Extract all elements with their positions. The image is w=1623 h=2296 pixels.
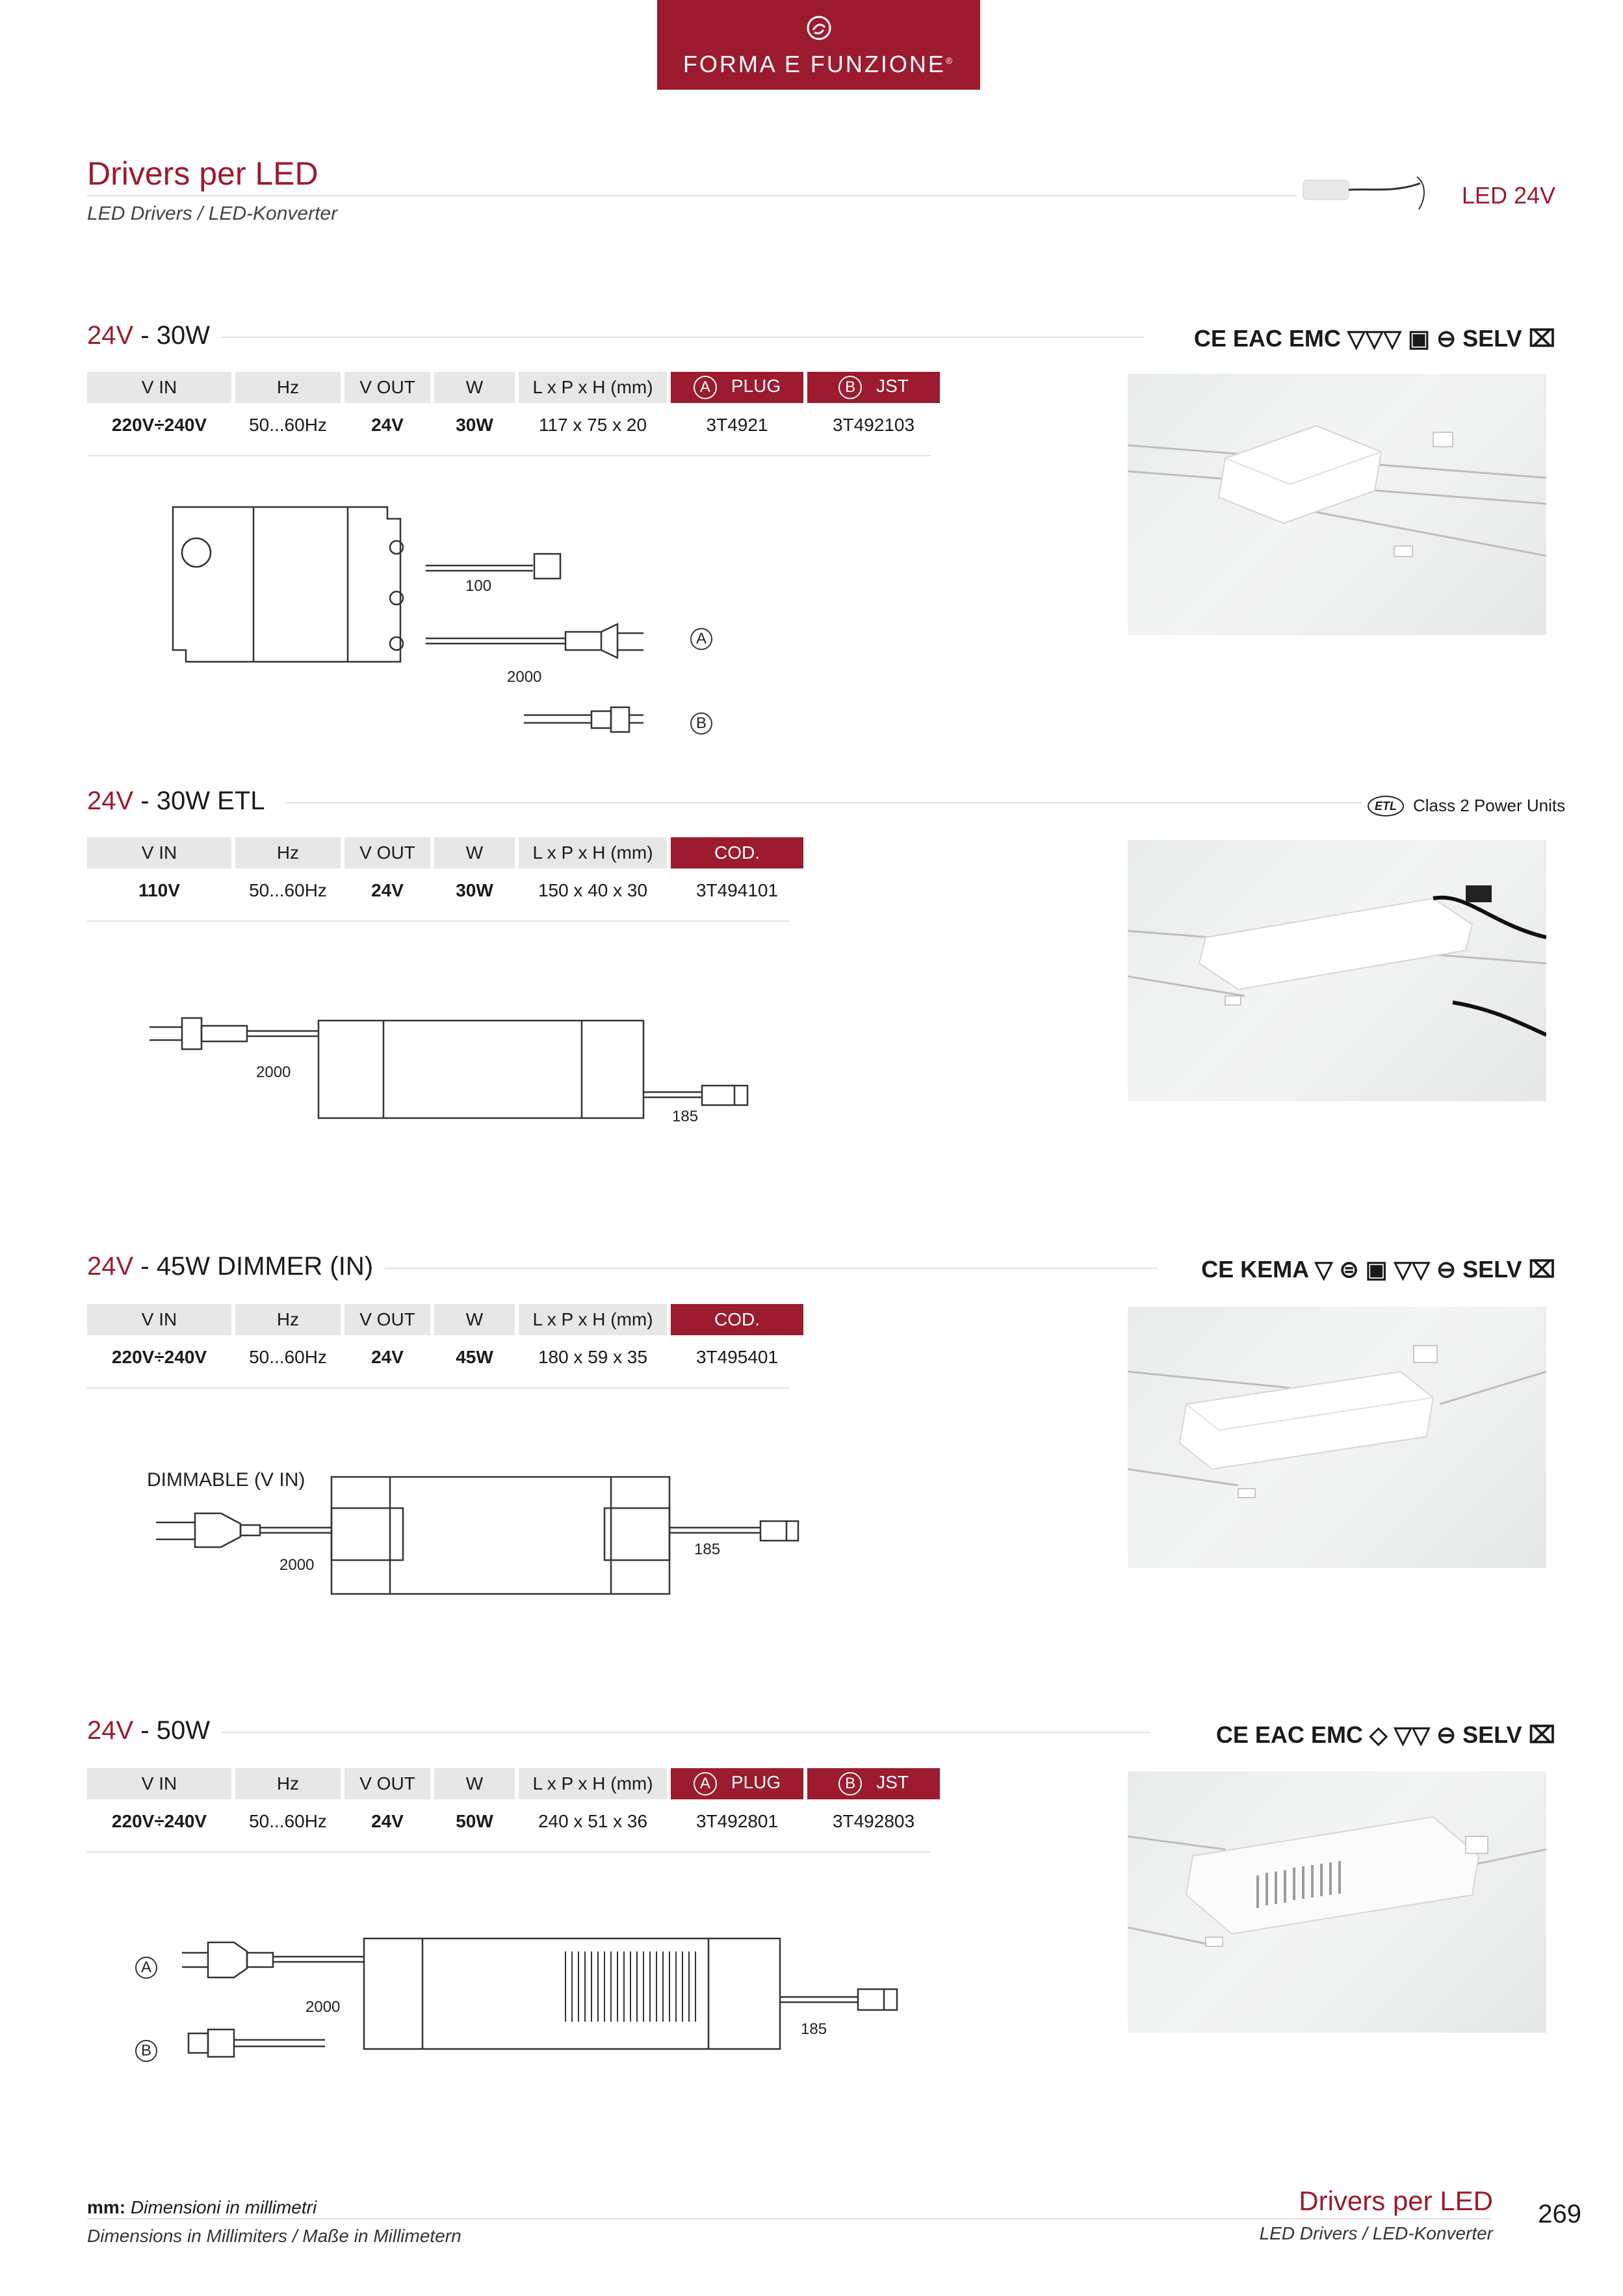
dim-label-2000: 2000 — [279, 1556, 315, 1574]
product-photo-45w — [1128, 1307, 1546, 1568]
unit-note: mm: Dimensioni in millimetri — [87, 2197, 317, 2217]
section-title-50w: 24V - 50W — [87, 1716, 210, 1745]
header-code: COD. — [671, 1304, 803, 1335]
header-plug: A PLUG — [671, 1768, 803, 1799]
footer-rule — [87, 2218, 1491, 2219]
section-rule — [385, 1268, 1157, 1269]
dim-label-2000: 2000 — [305, 1998, 341, 2016]
page-number: 269 — [1538, 2200, 1581, 2228]
header-plug: A PLUG — [671, 372, 803, 403]
table-rule — [87, 455, 931, 456]
header-dimensions: L x P x H (mm) — [519, 372, 667, 403]
header-vin: V IN — [87, 372, 231, 403]
header-jst: B JST — [807, 372, 940, 403]
table-row: 220V÷240V 50...60Hz 24V 50W 240 x 51 x 36 3T492801 3T492803 — [111, 1811, 915, 1831]
dim-label-100: 100 — [465, 577, 492, 595]
certification-marks: CE EAC EMC ◇ ▽▽ ⊖ SELV ⌧ — [1215, 1721, 1555, 1748]
header-w: W — [434, 372, 515, 403]
class2-label: Class 2 Power Units — [1413, 796, 1566, 815]
header-hz: Hz — [235, 372, 341, 403]
header-rule — [87, 195, 1296, 196]
table-rule — [87, 920, 789, 922]
unit-note-translation: Dimensions in Millimiters / Maße in Millimetern — [87, 2226, 461, 2246]
dim-label-2000: 2000 — [507, 668, 542, 686]
product-photo-30w-etl — [1128, 840, 1546, 1101]
table-rule — [87, 1387, 789, 1389]
led-strip-thumbnail — [1297, 170, 1433, 216]
table-rule — [87, 1851, 931, 1853]
dimmable-label: DIMMABLE (V IN) — [147, 1469, 305, 1491]
section-rule — [221, 337, 1144, 338]
product-photo-30w — [1128, 374, 1546, 635]
dim-label-2000: 2000 — [256, 1063, 291, 1081]
table-row: 220V÷240V 50...60Hz 24V 45W 180 x 59 x 35 3T495401 — [111, 1347, 779, 1367]
callout-b: B — [135, 2040, 157, 2062]
technical-drawing-30w — [162, 494, 747, 754]
spec-table-30w-etl: V IN Hz V OUT W L x P x H (mm) COD. 110V 50...60Hz 24V 30W 150 x 40 x 30 3T494101 — [83, 837, 807, 913]
header-code: COD. — [671, 837, 803, 868]
header-jst: B JST — [807, 1768, 940, 1799]
section-title-30w-etl: 24V - 30W ETL — [87, 787, 265, 815]
page-title: Drivers per LED — [87, 155, 318, 192]
section-rule — [221, 1732, 1150, 1733]
etl-mark-icon: ETL — [1368, 796, 1404, 816]
technical-drawing-50w — [175, 1924, 916, 2087]
technical-drawing-30w-etl — [143, 1001, 793, 1157]
product-photo-50w — [1128, 1771, 1546, 2033]
technical-drawing-45w — [143, 1463, 819, 1606]
dim-label-185: 185 — [801, 2020, 827, 2038]
header-vout: V OUT — [344, 372, 430, 403]
callout-b: B — [690, 712, 712, 735]
spec-table-45w: V IN Hz V OUT W L x P x H (mm) COD. 220V÷240V 50...60Hz 24V 45W 180 x 59 x 35 3T495401 — [83, 1304, 807, 1379]
section-title-45w-dimmer: 24V - 45W DIMMER (IN) — [87, 1252, 374, 1281]
callout-a: A — [135, 1957, 157, 1979]
brand-logo — [657, 0, 980, 90]
section-title-30w: 24V - 30W — [87, 321, 210, 350]
spec-table-30w — [83, 372, 944, 447]
certification-marks: CE KEMA ▽ ⊜ ▣ ▽▽ ⊖ SELV ⌧ — [1201, 1256, 1555, 1283]
category-label: LED 24V — [1461, 182, 1555, 209]
page-subtitle: LED Drivers / LED-Konverter — [87, 203, 338, 224]
table-row: 110V 50...60Hz 24V 30W 150 x 40 x 30 3T494101 — [138, 880, 779, 900]
brand-swirl-icon — [805, 14, 833, 42]
certification-marks: CE EAC EMC ▽▽▽ ▣ ⊖ SELV ⌧ — [1193, 325, 1555, 352]
brand-name: FORMA E FUNZIONE® — [682, 51, 955, 77]
dim-label-185: 185 — [694, 1541, 721, 1558]
footer-title: Drivers per LED — [1299, 2185, 1493, 2216]
spec-table-50w: V IN Hz V OUT W L x P x H (mm) A PLUG B JST 220V÷240V 50...60Hz 24V 50W 240 x 51 x 36 3T492801 3T492803 — [83, 1768, 944, 1844]
callout-a: A — [690, 628, 712, 650]
footer-subtitle: LED Drivers / LED-Konverter — [1259, 2223, 1493, 2243]
table-row: 220V÷240V 50...60Hz 24V 30W 117 x 75 x 20 3T4921 3T492103 — [111, 415, 915, 435]
section-rule — [286, 802, 1362, 803]
dim-label-185: 185 — [672, 1108, 699, 1125]
